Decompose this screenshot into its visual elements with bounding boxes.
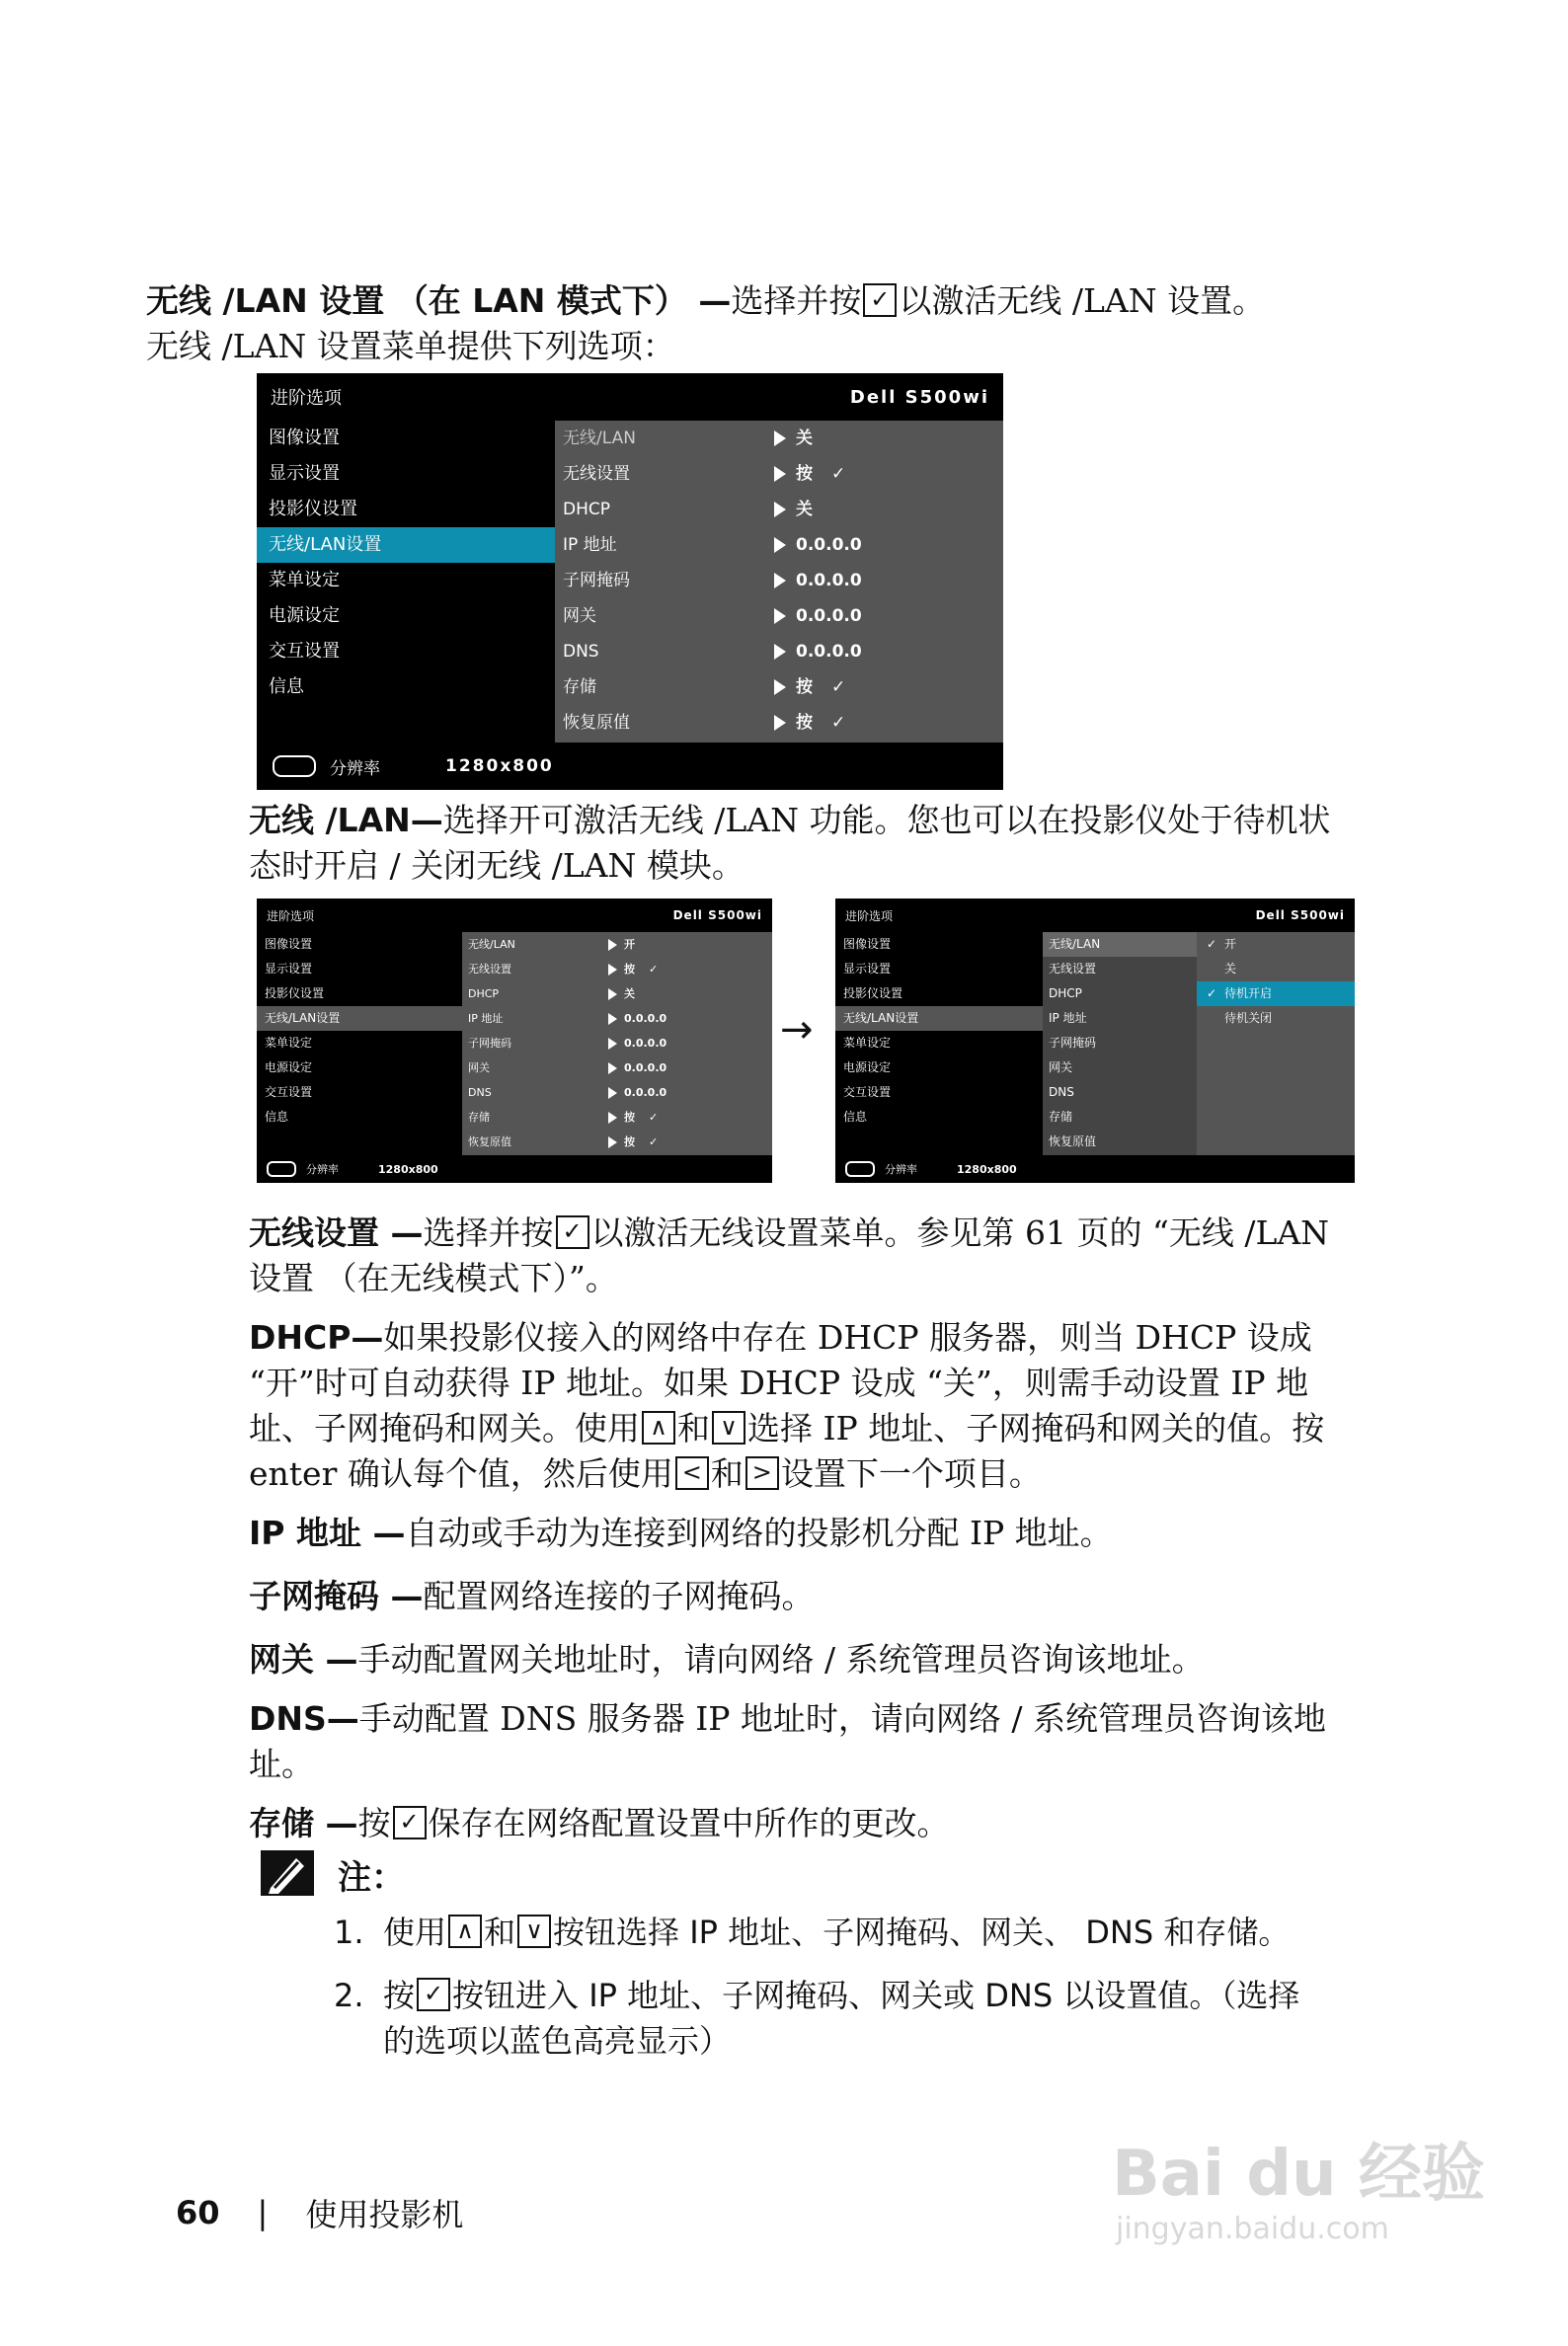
chevron-right-icon	[608, 964, 617, 976]
osd-left-item[interactable]: 显示设置	[269, 463, 340, 484]
setting-value: 0.0.0.0	[796, 535, 862, 555]
osd-setting-row[interactable]	[462, 932, 772, 957]
osd-option-item[interactable]	[1197, 957, 1355, 981]
page-number: 60	[176, 2194, 220, 2231]
up-key-icon: ∧	[642, 1411, 675, 1445]
setting-value: 0.0.0.0	[796, 642, 862, 662]
osd-left-item[interactable]: 信息	[269, 676, 304, 697]
resolution-value: 1280x800	[378, 1162, 438, 1176]
setting-value: 开	[624, 938, 635, 951]
osd-left-item[interactable]: 电源设定	[843, 1060, 892, 1074]
osd-model: Dell S500wi	[1255, 908, 1345, 922]
osd-left-item[interactable]: 菜单设定	[265, 1036, 313, 1050]
setting-label: IP 地址	[563, 535, 617, 555]
osd-menu-large	[257, 373, 1003, 790]
setting-label: 恢复原值	[468, 1135, 511, 1148]
osd-left-menu	[257, 932, 462, 1130]
chevron-right-icon	[774, 679, 786, 695]
setting-label: DNS	[468, 1086, 492, 1099]
osd-setting-row[interactable]	[462, 1130, 772, 1154]
setting-label: 无线设置	[563, 464, 630, 484]
right-key-icon: >	[745, 1456, 779, 1490]
resolution-value: 1280x800	[445, 756, 554, 776]
page-footer	[176, 2190, 463, 2235]
osd-option-list	[1197, 932, 1355, 1155]
option-label: 开	[1224, 937, 1237, 951]
osd-left-item[interactable]: 图像设置	[265, 937, 313, 951]
note-item: 2. 按 ✓ 按钮进入 IP 地址、子网掩码、网关或 DNS 以设置值。（选择的选项以蓝色高亮显示）	[334, 1977, 1300, 2060]
para-subnet: 子网掩码 —配置网络连接的子网掩码。	[249, 1577, 815, 1615]
wlan-paragraph	[249, 798, 1355, 889]
osd-left-item-selected[interactable]: 无线/LAN设置	[257, 527, 555, 563]
osd-submenu-item[interactable]: 恢复原值	[1049, 1134, 1097, 1148]
osd-model: Dell S500wi	[672, 908, 762, 922]
enter-key-icon: ✓	[863, 283, 897, 317]
resolution-icon	[845, 1161, 875, 1177]
osd-menu-small-b	[835, 899, 1355, 1183]
down-key-icon: ∨	[712, 1411, 745, 1445]
osd-setting-row[interactable]	[462, 1080, 772, 1105]
watermark-url: jingyan.baidu.com	[1116, 2212, 1389, 2246]
osd-setting-row[interactable]	[555, 705, 1003, 741]
osd-left-item[interactable]: 图像设置	[843, 937, 892, 951]
option-label: 待机开启	[1224, 986, 1273, 1000]
option-label: 关	[1224, 962, 1237, 976]
check-icon: ✓	[649, 1111, 659, 1124]
osd-setting-row[interactable]	[555, 563, 1003, 598]
osd-left-item[interactable]: 交互设置	[269, 641, 340, 662]
setting-label: 存储	[468, 1111, 490, 1124]
osd-title: 进阶选项	[267, 908, 315, 923]
setting-label: DNS	[563, 642, 599, 662]
check-icon: ✓	[1207, 937, 1217, 951]
osd-left-menu	[835, 932, 1043, 1130]
check-icon: ✓	[831, 713, 846, 733]
osd-menu-small-a	[257, 899, 772, 1183]
setting-value: 0.0.0.0	[624, 1086, 667, 1099]
note-label: 注：	[338, 1858, 405, 1898]
setting-label: 子网掩码	[563, 571, 630, 590]
check-icon: ✓	[1207, 986, 1217, 1000]
osd-left-item[interactable]: 显示设置	[843, 962, 892, 976]
intro-line-1: 无线 /LAN 设置 （在 LAN 模式下） —选择并按 ✓ 以激活无线 /LAN 设置。	[146, 281, 1266, 320]
resolution-icon	[273, 755, 316, 777]
intro-block	[146, 278, 1371, 369]
setting-label: 网关	[563, 606, 596, 626]
setting-value: 0.0.0.0	[796, 571, 862, 590]
footer-separator: |	[257, 2194, 269, 2231]
resolution-label: 分辨率	[885, 1163, 917, 1176]
para-ip: IP 地址 —自动或手动为连接到网络的投影机分配 IP 地址。	[249, 1514, 1113, 1552]
osd-settings-panel	[555, 421, 1003, 743]
osd-setting-row[interactable]	[462, 1006, 772, 1031]
osd-left-item[interactable]: 电源设定	[265, 1060, 313, 1074]
chevron-right-icon	[774, 430, 786, 446]
osd-left-item[interactable]: 交互设置	[265, 1085, 313, 1099]
osd-submenu-item[interactable]: 无线设置	[1049, 962, 1097, 976]
osd-setting-row[interactable]	[462, 1031, 772, 1056]
chevron-right-icon	[774, 537, 786, 553]
chevron-right-icon	[608, 1112, 617, 1124]
para-store: 存储 —按 ✓ 保存在网络配置设置中所作的更改。	[249, 1804, 950, 1842]
chevron-right-icon	[608, 1013, 617, 1025]
osd-title: 进阶选项	[845, 908, 894, 923]
osd-left-item[interactable]: 图像设置	[269, 428, 340, 448]
chevron-right-icon	[774, 466, 786, 482]
chevron-right-icon	[608, 939, 617, 951]
transition-arrow-icon: →	[780, 1007, 814, 1053]
osd-setting-row[interactable]	[555, 527, 1003, 563]
up-key-icon: ∧	[448, 1915, 482, 1948]
note-item: 1. 使用 ∧ 和 ∨ 按钮选择 IP 地址、子网掩码、网关、 DNS 和存储。	[334, 1914, 1291, 1951]
para-dhcp: DHCP—如果投影仪接入的网络中存在 DHCP 服务器，则当 DHCP 设成 “开”时可自动获得 IP 地址。如果 DHCP 设成 “关”，则需手动设置 IP 地址、子网掩码和网关。使用 ∧ 和 ∨ 选择 IP 地址、子网掩码和网关的值。按 enter 确认每个值，然后使用 < 和 > 设置下一个项目。	[249, 1318, 1325, 1493]
wlan-text: 选择开可激活无线 /LAN 功能。您也可以在投影仪处于待机状态时开启 / 关闭无线 /LAN 模块。	[249, 801, 1331, 885]
chevron-right-icon	[774, 608, 786, 624]
setting-label: DHCP	[563, 500, 610, 519]
enter-key-icon: ✓	[556, 1215, 589, 1249]
osd-left-item[interactable]: 信息	[843, 1110, 868, 1124]
intro-line-2: 无线 /LAN 设置菜单提供下列选项：	[146, 327, 675, 365]
setting-value: 按	[796, 464, 813, 484]
osd-submenu-item[interactable]: DNS	[1049, 1085, 1074, 1099]
setting-value: 按	[796, 677, 813, 697]
osd-setting-row[interactable]	[462, 1056, 772, 1080]
osd-left-item[interactable]: 信息	[265, 1110, 289, 1124]
osd-setting-row[interactable]	[555, 421, 1003, 456]
osd-submenu-item[interactable]: 无线/LAN	[1043, 932, 1197, 957]
setting-value: 关	[796, 429, 813, 448]
check-icon: ✓	[649, 1135, 659, 1148]
osd-setting-row[interactable]	[462, 981, 772, 1006]
setting-value: 0.0.0.0	[624, 1037, 667, 1050]
option-label: 待机关闭	[1224, 1011, 1273, 1025]
osd-setting-row[interactable]	[555, 456, 1003, 492]
osd-submenu-item[interactable]: 子网掩码	[1049, 1036, 1097, 1050]
osd-setting-row[interactable]	[555, 492, 1003, 527]
osd-submenu-item[interactable]: DHCP	[1049, 986, 1082, 1000]
chevron-right-icon	[608, 988, 617, 1000]
setting-value: 关	[624, 987, 635, 1000]
enter-key-icon: ✓	[393, 1806, 427, 1839]
osd-left-item-selected[interactable]: 无线/LAN设置	[257, 1006, 462, 1031]
osd-model: Dell S500wi	[849, 386, 989, 408]
setting-value: 0.0.0.0	[624, 1012, 667, 1025]
osd-option-item[interactable]	[1197, 1006, 1355, 1031]
osd-submenu-item[interactable]: IP 地址	[1049, 1011, 1087, 1025]
osd-left-item[interactable]: 交互设置	[843, 1085, 892, 1099]
setting-label: 恢复原值	[563, 713, 630, 733]
osd-left-item[interactable]: 电源设定	[269, 605, 340, 626]
osd-left-menu	[257, 421, 555, 705]
setting-label: 无线/LAN	[563, 429, 636, 448]
osd-submenu-list	[1043, 932, 1197, 1155]
setting-label: 无线设置	[468, 963, 511, 976]
osd-title: 进阶选项	[271, 388, 342, 409]
resolution-label: 分辨率	[306, 1163, 339, 1176]
setting-value: 按	[796, 713, 813, 733]
chevron-right-icon	[608, 1087, 617, 1099]
check-icon: ✓	[831, 464, 846, 484]
chevron-right-icon	[774, 715, 786, 731]
setting-value: 按	[624, 963, 635, 976]
setting-value: 按	[624, 1111, 635, 1124]
setting-label: 子网掩码	[468, 1037, 511, 1050]
resolution-label: 分辨率	[330, 758, 380, 779]
note-list	[334, 1910, 1321, 2064]
para-gateway: 网关 —手动配置网关地址时，请向网络 / 系统管理员咨询该地址。	[249, 1640, 1205, 1679]
setting-label: DHCP	[468, 987, 500, 1000]
intro-heading: 无线 /LAN 设置 （在 LAN 模式下） —	[146, 281, 732, 320]
osd-setting-row[interactable]	[555, 669, 1003, 705]
chevron-right-icon	[608, 1038, 617, 1050]
osd-setting-row[interactable]	[462, 1105, 772, 1130]
para-wireless-settings: 无线设置 —选择并按 ✓ 以激活无线设置菜单。参见第 61 页的 “无线 /LAN 设置 （在无线模式下）”。	[249, 1213, 1330, 1297]
setting-value: 0.0.0.0	[796, 606, 862, 626]
osd-settings-panel	[462, 932, 772, 1155]
resolution-icon	[267, 1161, 296, 1177]
osd-setting-row[interactable]	[462, 957, 772, 981]
note-icon	[259, 1848, 316, 1902]
osd-submenu-item[interactable]: 存储	[1049, 1110, 1073, 1124]
osd-left-item[interactable]: 投影仪设置	[269, 499, 357, 519]
enter-key-icon: ✓	[417, 1978, 450, 2011]
osd-left-item[interactable]: 投影仪设置	[843, 986, 903, 1000]
down-key-icon: ∨	[517, 1915, 551, 1948]
setting-value: 关	[796, 500, 813, 519]
setting-label: 存储	[563, 677, 596, 697]
wlan-heading: 无线 /LAN—	[249, 801, 443, 839]
osd-left-item[interactable]: 菜单设定	[269, 570, 340, 590]
setting-label: 无线/LAN	[468, 938, 515, 951]
chevron-right-icon	[774, 502, 786, 517]
setting-value: 按	[624, 1135, 635, 1148]
setting-label: 网关	[468, 1061, 490, 1074]
osd-left-item-selected[interactable]: 无线/LAN设置	[835, 1006, 1043, 1031]
resolution-value: 1280x800	[957, 1162, 1017, 1176]
osd-left-item[interactable]: 菜单设定	[843, 1036, 892, 1050]
osd-left-item[interactable]: 投影仪设置	[265, 986, 325, 1000]
chevron-right-icon	[774, 573, 786, 588]
footer-section: 使用投影机	[305, 2196, 464, 2233]
osd-left-item[interactable]: 显示设置	[265, 962, 313, 976]
check-icon: ✓	[831, 677, 846, 697]
setting-value: 0.0.0.0	[624, 1061, 667, 1074]
baidu-watermark-logo: Bai du 经验	[1112, 2138, 1485, 2211]
setting-label: IP 地址	[468, 1012, 504, 1025]
osd-option-item[interactable]	[1197, 932, 1355, 957]
osd-option-item[interactable]	[1197, 981, 1355, 1006]
osd-setting-row[interactable]	[555, 634, 1003, 669]
chevron-right-icon	[608, 1062, 617, 1074]
chevron-right-icon	[774, 644, 786, 660]
osd-setting-row[interactable]	[555, 598, 1003, 634]
descriptions	[249, 1211, 1357, 1846]
chevron-right-icon	[608, 1136, 617, 1148]
para-dns: DNS—手动配置 DNS 服务器 IP 地址时，请向网络 / 系统管理员咨询该地址。	[249, 1699, 1327, 1783]
check-icon: ✓	[649, 963, 659, 976]
left-key-icon: <	[675, 1456, 709, 1490]
osd-submenu-item[interactable]: 网关	[1049, 1060, 1073, 1074]
